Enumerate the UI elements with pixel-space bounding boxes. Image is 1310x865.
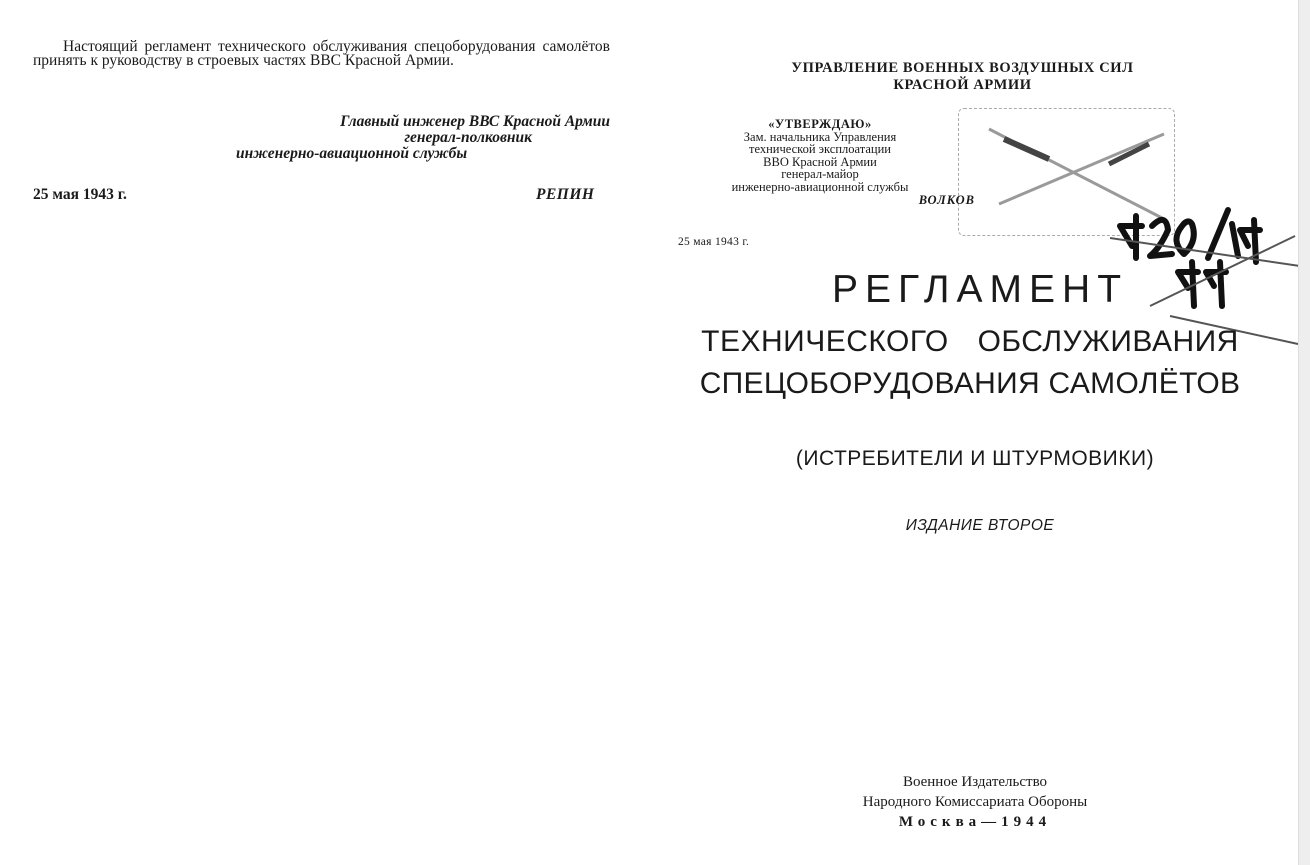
edition-label: ИЗДАНИЕ ВТОРОЕ — [905, 517, 1055, 534]
approval-line-1: Зам. начальника Управления — [743, 129, 897, 144]
right-page — [650, 0, 1298, 865]
org-line-2: КРАСНОЙ АРМИИ — [893, 77, 1032, 93]
publisher-block — [750, 772, 1200, 832]
publisher-line-2: Народного Комиссариата Обороны — [862, 794, 1088, 810]
approval-heading: «УТВЕРЖДАЮ» — [768, 117, 872, 131]
signatory-title-1: Главный инженер ВВС Красной Армии — [340, 113, 610, 130]
approval-line-4: генерал-майор — [781, 167, 859, 181]
title-line-3: СПЕЦОБОРУДОВАНИЯ САМОЛЁТОВ — [699, 367, 1241, 400]
document-subtitle: (ИСТРЕБИТЕЛИ И ШТУРМОВИКИ) — [795, 447, 1155, 470]
left-signatory-name: РЕПИН — [536, 186, 595, 203]
organization-header — [750, 60, 1175, 94]
left-page — [0, 0, 650, 865]
approval-line-2: технической эксплоатации — [749, 142, 891, 156]
intro-paragraph — [33, 40, 610, 68]
left-date: 25 мая 1943 г. — [33, 186, 127, 203]
signatory-title-3: инженерно-авиационной службы — [236, 145, 468, 162]
publisher-line-1: Военное Издательство — [902, 774, 1048, 790]
intro-text: Настоящий регламент технического обслуживания спецоборудования самолётов принять к руководству в строевых частях ВВС Красной Армии. — [33, 38, 610, 69]
approval-line-3: ВВО Красной Армии — [763, 154, 877, 169]
approval-line-5: инженерно-авиационной службы — [731, 179, 909, 194]
title-line-2: ТЕХНИЧЕСКОГО ОБСЛУЖИВАНИЯ — [701, 325, 1239, 358]
publisher-city: Москва—1944 — [898, 814, 1052, 830]
org-line-1: УПРАВЛЕНИЕ ВОЕННЫХ ВОЗДУШНЫХ СИЛ — [791, 60, 1134, 76]
signatory-title-2: генерал-полковник — [404, 129, 532, 146]
document-title: РЕГЛАМЕНТ — [831, 268, 1129, 311]
signatory-block — [230, 114, 610, 162]
approval-name: ВОЛКОВ — [918, 193, 975, 207]
approval-block — [665, 118, 975, 207]
page-edge — [1298, 0, 1310, 865]
right-date: 25 мая 1943 г. — [678, 236, 750, 248]
